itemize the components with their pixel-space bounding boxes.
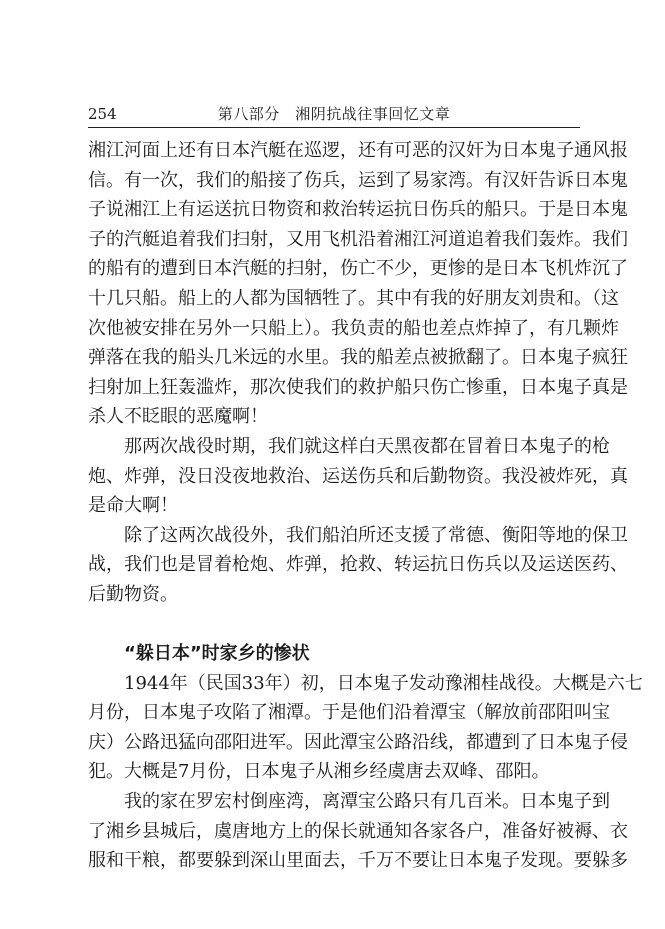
text-line: 炮、炸弹，没日没夜地救治、运送伤兵和后勤物资。我没被炸死，真 xyxy=(88,465,628,487)
text-line: 那两次战役时期，我们就这样白天黑夜都在冒着日本鬼子的枪 xyxy=(124,435,610,457)
text-line: 湘江河面上还有日本汽艇在巡逻，还有可恶的汉奸为日本鬼子通风报 xyxy=(88,140,628,161)
text-line: 服和干粮，都要躲到深山里面去，千万不要让日本鬼子发现。要躲多 xyxy=(88,850,628,872)
text-line: 月份，日本鬼子攻陷了湘潭。于是他们沿着潭宝（解放前邵阳叫宝 xyxy=(88,702,610,724)
paragraph xyxy=(88,136,628,432)
text-line: 除了这两次战役外，我们船泊所还支援了常德、衡阳等地的保卫 xyxy=(124,524,628,546)
body-text xyxy=(88,136,643,876)
text-line: 信。有一次，我们的船接了伤兵，运到了易家湾。有汉奸告诉日本鬼 xyxy=(88,169,628,191)
text-line: 次他被安排在另外一只船上）。我负责的船也差点炸掉了，有几颗炸 xyxy=(88,317,619,339)
text-line: 犯。大概是7月份，日本鬼子从湘乡经虞唐去双峰、邵阳。 xyxy=(88,761,550,783)
text-line: 1944年（民国33年）初，日本鬼子发动豫湘桂战役。大概是六七 xyxy=(124,672,643,694)
text-line: 我的家在罗宏村倒座湾，离潭宝公路只有几百米。日本鬼子到 xyxy=(124,791,610,813)
text-line: 战，我们也是冒着枪炮、炸弹，抢救、转运抗日伤兵以及运送医药、 xyxy=(88,554,628,576)
text-line: 杀人不眨眼的恶魔啊！ xyxy=(88,406,268,428)
paragraph xyxy=(88,669,643,787)
page-header xyxy=(88,105,580,128)
section-spacer xyxy=(88,610,580,640)
text-line: 子的汽艇追着我们扫射，又用飞机沿着湘江河道追着我们轰炸。我们 xyxy=(88,228,628,250)
paragraph xyxy=(88,432,628,521)
page-number: 254 xyxy=(88,105,117,123)
text-line: 子说湘江上有运送抗日物资和救治转运抗日伤兵的船只。于是日本鬼 xyxy=(88,199,628,221)
text-line: 庆）公路迅猛向邵阳进军。因此潭宝公路沿线，都遭到了日本鬼子侵 xyxy=(88,731,628,753)
text-line: 是命大啊！ xyxy=(88,495,178,517)
text-line: 十几只船。船上的人都为国牺牲了。其中有我的好朋友刘贵和。（这 xyxy=(88,287,619,309)
text-line: 弹落在我的船头几米远的水里。我的船差点被掀翻了。日本鬼子疯狂 xyxy=(88,347,628,369)
text-line: 了湘乡县城后，虞唐地方上的保长就通知各家各户，准备好被褥、衣 xyxy=(88,820,628,842)
paragraph xyxy=(88,521,628,610)
text-line: 后勤物资。 xyxy=(88,583,178,605)
text-line: 扫射加上狂轰滥炸，那次使我们的救护船只伤亡惨重，日本鬼子真是 xyxy=(88,376,628,398)
paragraph xyxy=(88,787,628,876)
section-heading: “躲日本”时家乡的惨状 xyxy=(124,643,310,665)
running-title: 第八部分 湘阴抗战往事回忆文章 xyxy=(217,105,451,123)
text-line: 的船有的遭到日本汽艇的扫射，伤亡不少，更惨的是日本飞机炸沉了 xyxy=(88,258,628,280)
